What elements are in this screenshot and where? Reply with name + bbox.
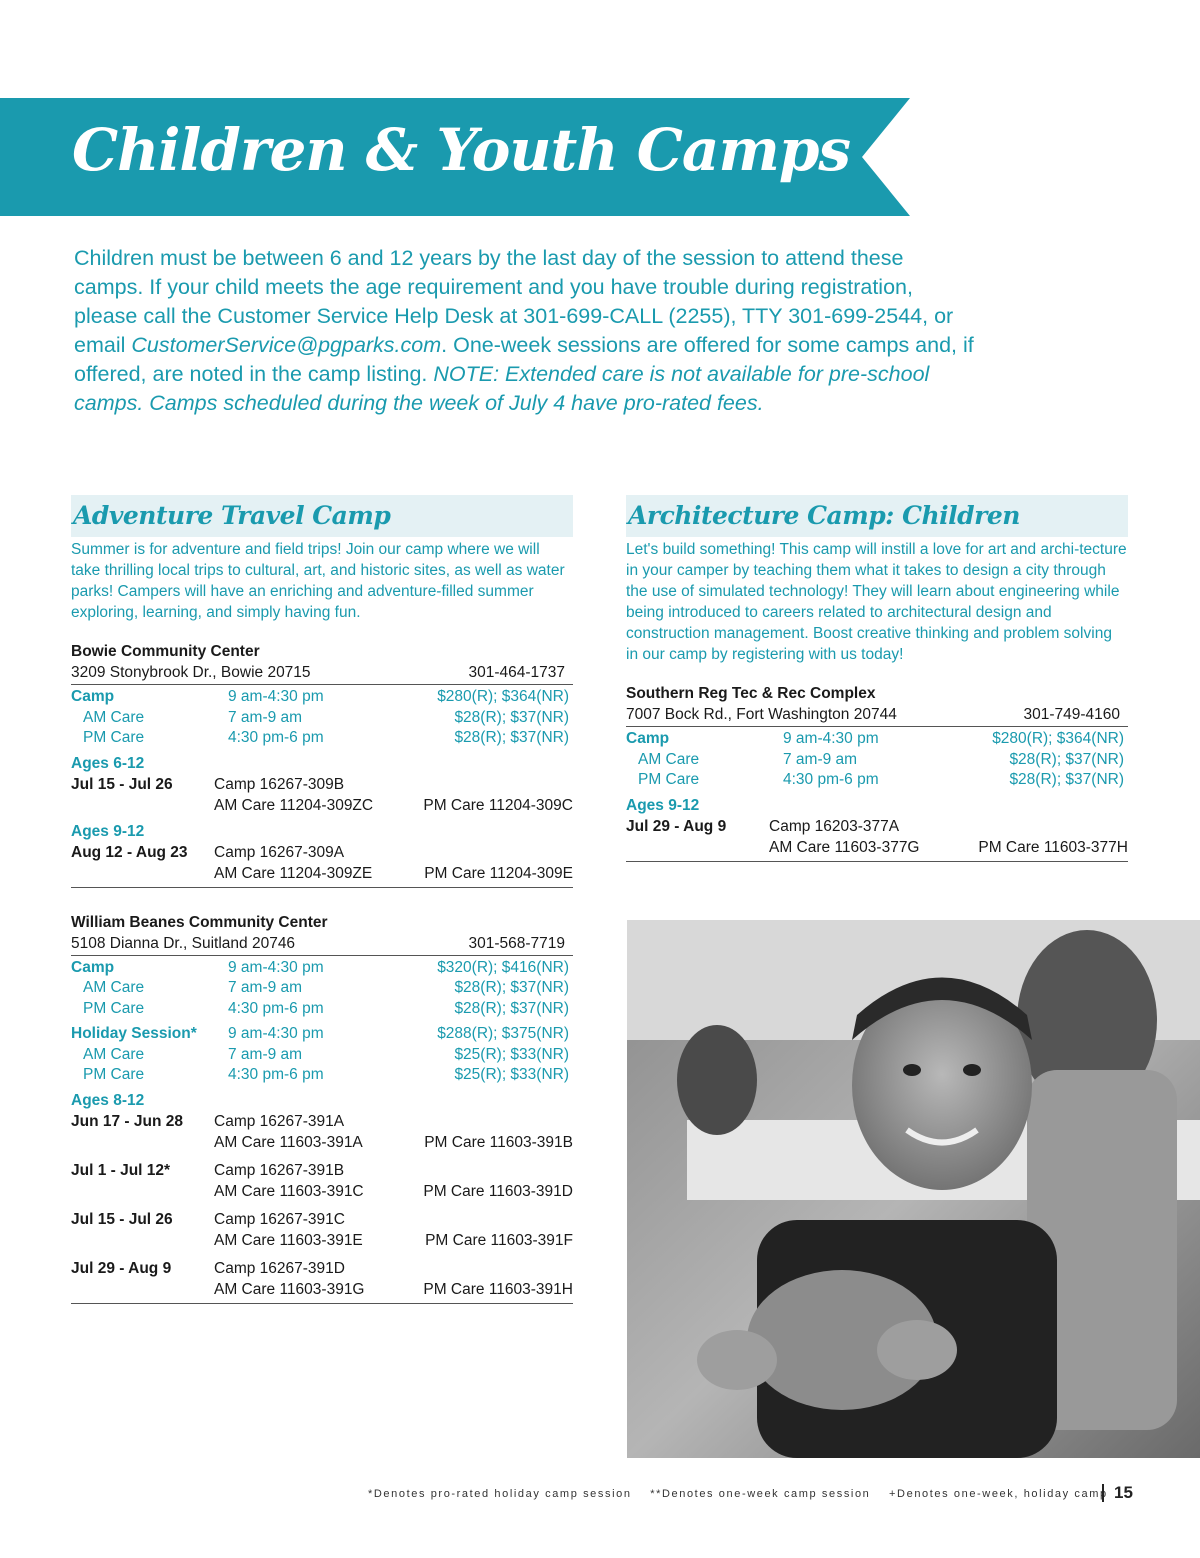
session-date: Aug 12 - Aug 23 xyxy=(71,843,188,861)
camp-code: Camp 16267-309B xyxy=(214,775,345,793)
pm-care-code: PM Care 11603-391H xyxy=(423,1281,573,1298)
page-title: Children & Youth Camps xyxy=(72,116,851,184)
fee-price: $28(R); $37(NR) xyxy=(454,708,569,726)
am-care-code: AM Care 11603-391C xyxy=(214,1183,364,1200)
am-care-code: AM Care 11603-391G xyxy=(214,1281,365,1298)
fee-price: $28(R); $37(NR) xyxy=(454,729,569,746)
session-date: Jul 15 - Jul 26 xyxy=(71,1210,173,1228)
venue-name: William Beanes Community Center xyxy=(71,913,328,931)
footnote: +Denotes one-week, holiday camp xyxy=(889,1488,1108,1500)
session-date: Jul 1 - Jul 12* xyxy=(71,1161,171,1179)
fee-time: 7 am-9 am xyxy=(228,1045,303,1063)
venue-address-row xyxy=(71,933,573,956)
session-date: Jun 17 - Jun 28 xyxy=(71,1112,183,1130)
session-row xyxy=(626,816,1128,862)
fee-time: 7 am-9 am xyxy=(228,708,303,726)
venue-address-row xyxy=(71,662,573,685)
fee-time: 4:30 pm-6 pm xyxy=(228,729,324,746)
fee-label: PM Care xyxy=(638,771,700,788)
venue-address: 5108 Dianna Dr., Suitland 20746 xyxy=(71,934,296,952)
am-care-code: AM Care 11204-309ZE xyxy=(214,865,373,882)
fee-row xyxy=(71,958,573,979)
fee-label: AM Care xyxy=(638,750,700,768)
fee-row xyxy=(71,708,573,729)
pm-care-code: PM Care 11603-377H xyxy=(978,839,1128,856)
fee-table xyxy=(71,958,573,1086)
pm-care-code: PM Care 11204-309C xyxy=(423,797,573,814)
fee-label: PM Care xyxy=(83,999,145,1017)
fee-time: 9 am-4:30 pm xyxy=(228,958,324,976)
fee-row xyxy=(71,978,573,999)
session-row xyxy=(71,842,573,888)
intro-note: NOTE: Extended care is not available for pre-school camps. Camps scheduled during the week of July 4 have pro-rated fees. xyxy=(74,362,930,415)
venue-name: Bowie Community Center xyxy=(71,643,260,660)
fee-time: 4:30 pm-6 pm xyxy=(783,771,879,788)
fee-price: $28(R); $37(NR) xyxy=(1009,750,1124,768)
session-row xyxy=(71,1209,573,1252)
fee-time: 9 am-4:30 pm xyxy=(228,1025,324,1042)
campers-photo xyxy=(627,920,1200,1458)
architecture-camp-section xyxy=(626,495,1128,862)
fee-time: 4:30 pm-6 pm xyxy=(228,1066,324,1083)
section-description: Let's build something! This camp will instill a love for art and archi-tecture in your camper by teaching them what it takes to design a city through the use of simulated technology! They will learn about engineering while being introduced to careers related to architectural design and construction management. Boost creative thinking and problem solving in our camp by registering with us today! xyxy=(626,541,1127,663)
fee-label: AM Care xyxy=(83,708,145,726)
venue-phone: 301-464-1737 xyxy=(468,664,565,681)
footnote: **Denotes one-week camp session xyxy=(650,1488,871,1500)
footnote: *Denotes pro-rated holiday camp session xyxy=(368,1488,632,1500)
session-date: Jul 29 - Aug 9 xyxy=(71,1259,172,1277)
age-group: Ages 6-12 xyxy=(71,754,145,772)
section-header xyxy=(71,495,573,537)
fee-row xyxy=(626,750,1128,771)
fee-row xyxy=(71,999,573,1020)
session-row xyxy=(71,1160,573,1203)
fee-label: Camp xyxy=(71,688,115,705)
fee-row xyxy=(71,1045,573,1066)
pm-care-code: PM Care 11603-391F xyxy=(425,1232,573,1249)
section-header xyxy=(626,495,1128,537)
am-care-code: AM Care 11603-391A xyxy=(214,1134,363,1151)
intro-text-2: . One-week sessions are offered for some camps and, if offered, are noted in the camp listing. xyxy=(74,333,974,386)
fee-row xyxy=(71,728,573,749)
venue-phone: 301-568-7719 xyxy=(468,934,565,952)
fee-price: $25(R); $33(NR) xyxy=(454,1066,569,1083)
fee-row xyxy=(71,1024,573,1045)
fee-label: PM Care xyxy=(83,729,145,746)
venue-phone: 301-749-4160 xyxy=(1023,706,1120,723)
fee-time: 7 am-9 am xyxy=(228,979,303,996)
fee-row xyxy=(626,729,1128,750)
fee-label: PM Care xyxy=(83,1066,145,1083)
pm-care-code: PM Care 11204-309E xyxy=(424,865,573,882)
fee-row xyxy=(626,770,1128,791)
fee-price: $288(R); $375(NR) xyxy=(437,1025,569,1042)
section-description: Summer is for adventure and field trips! Join our camp where we will take thrilling local trips to cultural, art, and historic sites, as well as water parks! Campers will have an enriching and adventure-filled summer exploring, learning, and simply having fun. xyxy=(71,541,565,621)
fee-price: $280(R); $364(NR) xyxy=(992,730,1124,747)
fee-label: Camp xyxy=(626,730,670,747)
age-group: Ages 9-12 xyxy=(626,796,700,814)
session-date: Jul 15 - Jul 26 xyxy=(71,775,173,793)
fee-time: 7 am-9 am xyxy=(783,750,858,768)
intro-paragraph xyxy=(74,244,974,418)
fee-row xyxy=(71,1065,573,1086)
session-date: Jul 29 - Aug 9 xyxy=(626,817,727,835)
fee-price: $25(R); $33(NR) xyxy=(454,1045,569,1063)
intro-text: Children must be between 6 and 12 years by the last day of the session to attend these camps. If your child meets the age requirement and you have trouble during registration, please call the Customer Service Help Desk at 301-699-CALL (2255), TTY 301-699-2544, or email xyxy=(74,246,954,357)
footer-notes xyxy=(368,1488,1108,1500)
fee-time: 9 am-4:30 pm xyxy=(783,730,879,747)
fee-price: $280(R); $364(NR) xyxy=(437,688,569,705)
section-title: Architecture Camp: Children xyxy=(628,501,1020,530)
camp-code: Camp 16267-391D xyxy=(214,1259,345,1277)
fee-price: $28(R); $37(NR) xyxy=(454,979,569,996)
pm-care-code: PM Care 11603-391B xyxy=(424,1134,573,1151)
fee-row xyxy=(71,687,573,708)
fee-table xyxy=(71,687,573,749)
session-row xyxy=(71,1258,573,1304)
venue-name: Southern Reg Tec & Rec Complex xyxy=(626,685,876,702)
camp-code: Camp 16267-391B xyxy=(214,1161,345,1179)
fee-label: Holiday Session* xyxy=(71,1025,197,1042)
am-care-code: AM Care 11204-309ZC xyxy=(214,797,374,814)
camp-code: Camp 16267-391C xyxy=(214,1210,345,1228)
fee-time: 4:30 pm-6 pm xyxy=(228,999,324,1017)
fee-label: AM Care xyxy=(83,979,145,996)
venue-address: 3209 Stonybrook Dr., Bowie 20715 xyxy=(71,664,311,681)
am-care-code: AM Care 11603-377G xyxy=(769,839,920,856)
venue-address-row xyxy=(626,704,1128,727)
fee-label: AM Care xyxy=(83,1045,145,1063)
adventure-camp-section xyxy=(71,495,573,1304)
camp-code: Camp 16267-309A xyxy=(214,843,345,861)
fee-price: $28(R); $37(NR) xyxy=(1009,771,1124,788)
camp-code: Camp 16203-377A xyxy=(769,817,900,835)
camp-code: Camp 16267-391A xyxy=(214,1112,345,1130)
session-row xyxy=(71,774,573,817)
page-number: 15 xyxy=(1102,1484,1133,1502)
age-group: Ages 9-12 xyxy=(71,822,145,840)
pm-care-code: PM Care 11603-391D xyxy=(423,1183,573,1200)
session-row xyxy=(71,1111,573,1154)
venue-address: 7007 Bock Rd., Fort Washington 20744 xyxy=(626,706,897,723)
fee-table xyxy=(626,729,1128,791)
fee-time: 9 am-4:30 pm xyxy=(228,688,324,705)
fee-price: $320(R); $416(NR) xyxy=(437,958,569,976)
fee-price: $28(R); $37(NR) xyxy=(454,999,569,1017)
section-title: Adventure Travel Camp xyxy=(73,501,391,530)
fee-label: Camp xyxy=(71,958,115,976)
intro-email[interactable]: CustomerService@pgparks.com xyxy=(131,333,442,357)
am-care-code: AM Care 11603-391E xyxy=(214,1232,363,1249)
age-group: Ages 8-12 xyxy=(71,1091,145,1109)
